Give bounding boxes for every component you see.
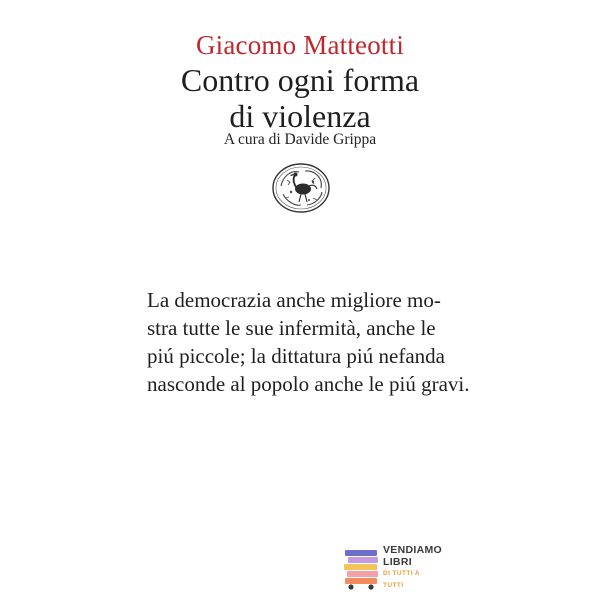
quote-line-1: La democrazia anche migliore mo- bbox=[147, 288, 441, 312]
title-line-1: Contro ogni forma bbox=[180, 62, 420, 98]
quote-text bbox=[147, 286, 470, 398]
quote-line-2: stra tutte le sue infermità, anche le bbox=[147, 316, 436, 340]
badge-line-tagline: DI TUTTI A TUTTI bbox=[383, 570, 420, 589]
badge-line-vendiamo: VENDIAMO bbox=[383, 544, 442, 556]
ostrich-emblem-icon bbox=[271, 162, 331, 214]
quote-line-4: nasconde al popolo anche le piú gravi. bbox=[147, 372, 470, 396]
badge-text bbox=[383, 544, 442, 592]
author-name: Giacomo Matteotti bbox=[195, 30, 405, 60]
editor-credit: A cura di Davide Grippa bbox=[223, 131, 377, 148]
quote-line-3: piú piccole; la dittatura piú nefanda bbox=[147, 344, 445, 368]
title-line-2: di violenza bbox=[229, 98, 371, 134]
badge-line-libri: LIBRI bbox=[383, 556, 412, 568]
vendiamo-libri-badge bbox=[343, 540, 442, 592]
book-title bbox=[0, 62, 600, 134]
stacked-books-icon bbox=[343, 540, 381, 592]
